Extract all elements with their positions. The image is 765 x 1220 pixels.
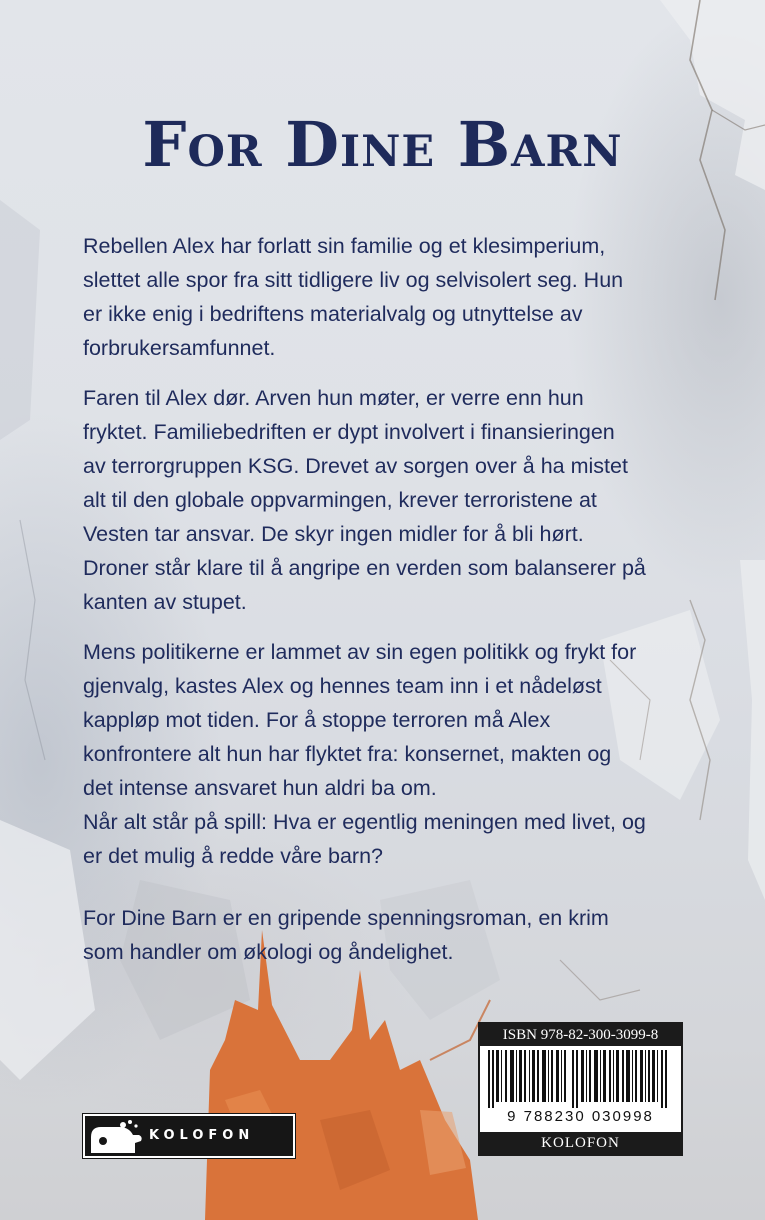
blurb-paragraph-4: For Dine Barn er en gripende spenningsroman, en krim som handler om økologi og åndelighet. [83,906,609,964]
barcode-digits: 9 788230 030998 [507,1108,654,1125]
isbn-barcode-box [478,1022,683,1156]
book-title: For Dine Barn [142,108,623,181]
publisher-logo [83,1114,295,1158]
publisher-name: KOLOFON [149,1128,255,1143]
blurb-paragraph-3: Mens politikerne er lammet av sin egen politikk og frykt for gjenvalg, kastes Alex og hennes team inn i et nådeløst kappløp mot tiden. For å stoppe terroren må Alex konfrontere alt hun har flyktet fra: konsernet, makten og det intense ansvaret hun aldri ba om. Når alt står på spill: Hva er egentlig meningen med livet, og er det mulig å redde våre barn? [83,640,646,868]
blurb-paragraph-2: Faren til Alex dør. Arven hun møter, er verre enn hun fryktet. Familiebedriften er dypt involvert i finansieringen av terrorgruppen KSG. Drevet av sorgen over å ha mistet alt til den globale oppvarmingen, krever terroristene at Vesten tar ansvar. De skyr ingen midler for å bli hørt. Droner står klare til å angripe en verden som balanserer på kanten av stupet. [83,386,646,614]
kolofon-logo-icon [89,1119,145,1153]
barcode-icon [484,1050,677,1108]
barcode-publisher-label: KOLOFON [480,1132,681,1154]
back-cover-blurb [83,229,713,985]
isbn-label: ISBN 978-82-300-3099-8 [480,1024,681,1046]
blurb-paragraph-1: Rebellen Alex har forlatt sin familie og et klesimperium, slettet alle spor fra sitt tidligere liv og selvisolert seg. Hun er ikke enig i bedriftens materialvalg og utnyttelse av forbrukersamfunnet. [83,234,624,360]
